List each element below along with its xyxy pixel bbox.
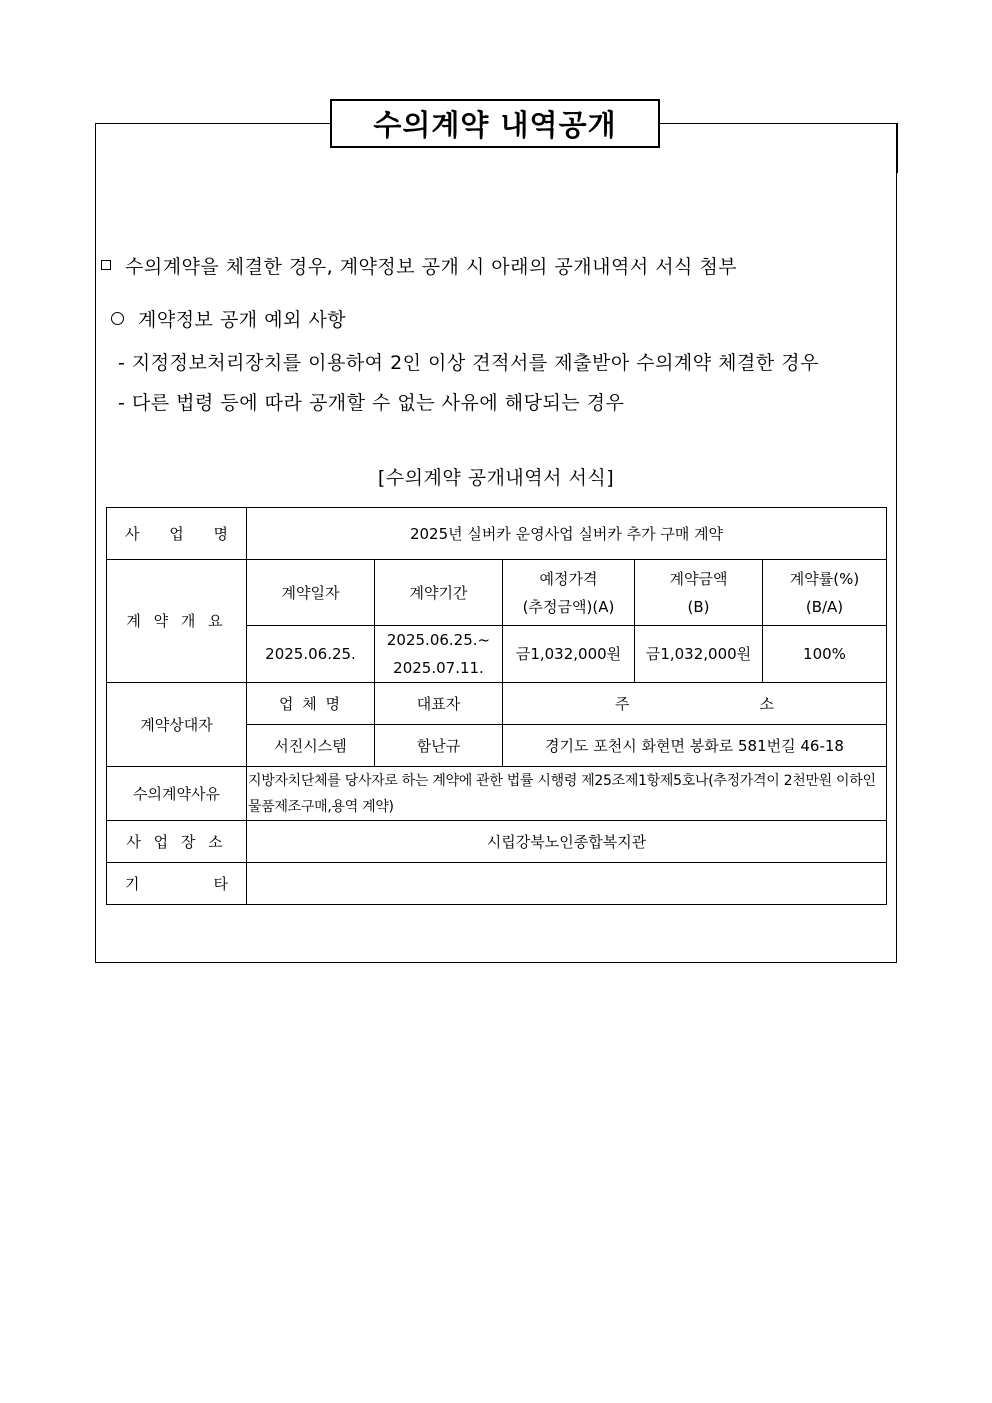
notice-line-exceptions	[111, 305, 346, 332]
contract-amount-header: 계약금액 (B)	[635, 560, 763, 626]
company-header: 업 체 명	[247, 683, 375, 725]
form-title: [수의계약 공개내역서 서식]	[377, 467, 615, 489]
project-name-label: 사 업 명	[107, 508, 247, 560]
page-title: 수의계약 내역공개	[330, 99, 660, 148]
etc-label: 기 타	[107, 863, 247, 905]
reason-value: 지방자치단체를 당사자로 하는 계약에 관한 법률 시행령 제25조제1항제5호나(추정가격이 2천만원 이하인 물품제조구매,용역 계약)	[247, 767, 887, 821]
etc-value	[247, 863, 887, 905]
circle-bullet-icon	[111, 312, 124, 325]
location-label: 사 업 장 소	[107, 821, 247, 863]
location-value: 시립강북노인종합복지관	[247, 821, 887, 863]
notice-line-exception-1: - 지정정보처리장치를 이용하여 2인 이상 견적서를 제출받아 수의계약 체결한 경우	[118, 352, 819, 374]
notice-line-attach	[101, 252, 737, 279]
table-row	[107, 863, 887, 905]
contract-disclosure-table	[106, 507, 887, 905]
table-row	[107, 560, 887, 626]
table-row	[107, 821, 887, 863]
notice-text: 수의계약을 체결한 경우, 계약정보 공개 시 아래의 공개내역서 서식 첨부	[125, 256, 738, 278]
counterparty-label: 계약상대자	[107, 683, 247, 767]
square-bullet-icon	[101, 260, 111, 270]
table-row	[107, 683, 887, 725]
overview-label: 계 약 개 요	[107, 560, 247, 683]
address-header: 주 소	[503, 683, 887, 725]
representative-header: 대표자	[375, 683, 503, 725]
notice-text: 계약정보 공개 예외 사항	[138, 309, 347, 331]
table-row	[107, 767, 887, 821]
reason-label: 수의계약사유	[107, 767, 247, 821]
estimated-price-value: 금1,032,000원	[503, 626, 635, 683]
frame-edge-mark	[896, 123, 898, 173]
contract-rate-header: 계약률(%) (B/A)	[763, 560, 887, 626]
contract-period-value: 2025.06.25.~ 2025.07.11.	[375, 626, 503, 683]
representative-value: 함난규	[375, 725, 503, 767]
project-name-value: 2025년 실버카 운영사업 실버카 추가 구매 계약	[247, 508, 887, 560]
notice-line-exception-2: - 다른 법령 등에 따라 공개할 수 없는 사유에 해당되는 경우	[118, 392, 625, 414]
contract-period-header: 계약기간	[375, 560, 503, 626]
contract-rate-value: 100%	[763, 626, 887, 683]
contract-amount-value: 금1,032,000원	[635, 626, 763, 683]
company-value: 서진시스템	[247, 725, 375, 767]
estimated-price-header: 예정가격 (추정금액)(A)	[503, 560, 635, 626]
table-row	[107, 508, 887, 560]
address-value: 경기도 포천시 화현면 봉화로 581번길 46-18	[503, 725, 887, 767]
contract-date-value: 2025.06.25.	[247, 626, 375, 683]
contract-date-header: 계약일자	[247, 560, 375, 626]
